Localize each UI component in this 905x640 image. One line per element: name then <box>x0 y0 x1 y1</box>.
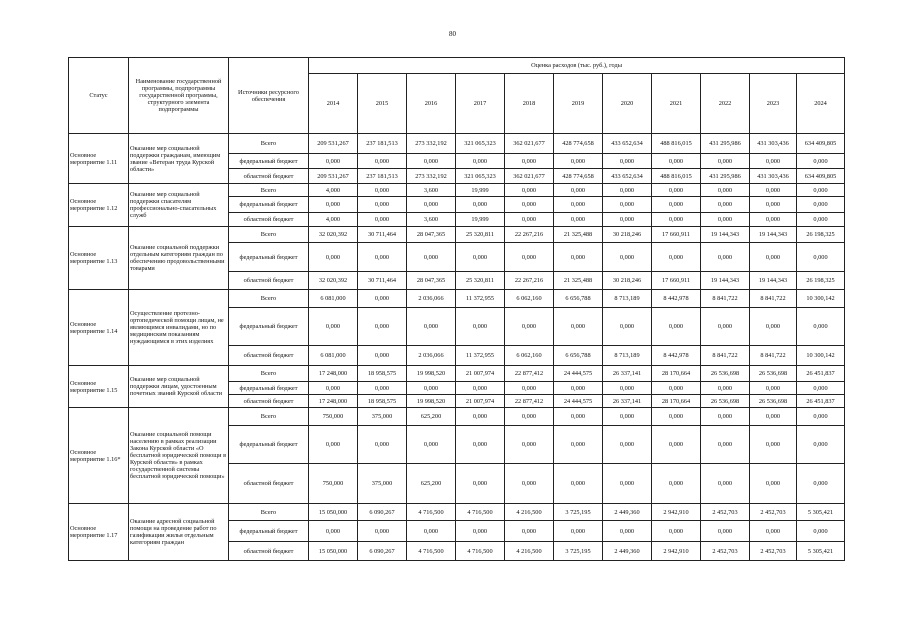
value-cell: 32 020,392 <box>309 227 358 243</box>
value-cell: 321 065,323 <box>456 169 505 184</box>
value-cell: 26 536,698 <box>750 395 797 408</box>
value-cell: 0,000 <box>797 197 845 213</box>
value-cell: 0,000 <box>750 382 797 395</box>
value-cell: 8 841,722 <box>750 290 797 308</box>
value-cell: 21 007,974 <box>456 395 505 408</box>
value-cell: 237 181,513 <box>358 169 407 184</box>
value-cell: 0,000 <box>505 464 554 504</box>
value-cell: 0,000 <box>456 408 505 426</box>
value-cell: 11 372,955 <box>456 290 505 308</box>
name-cell: Оказание мер социальной поддержки гражданам, имеющим звание «Ветеран труда Курской области» <box>129 134 229 184</box>
value-cell: 0,000 <box>603 464 652 504</box>
value-cell: 0,000 <box>652 154 701 169</box>
value-cell: 6 090,267 <box>358 542 407 561</box>
value-cell: 0,000 <box>309 197 358 213</box>
source-cell: областной бюджет <box>229 346 309 366</box>
value-cell: 26 337,141 <box>603 395 652 408</box>
value-cell: 0,000 <box>456 382 505 395</box>
value-cell: 0,000 <box>750 213 797 227</box>
source-cell: федеральный бюджет <box>229 197 309 213</box>
value-cell: 0,000 <box>309 382 358 395</box>
value-cell: 32 020,392 <box>309 272 358 290</box>
value-cell: 0,000 <box>554 408 603 426</box>
value-cell: 19 144,343 <box>750 272 797 290</box>
value-cell: 0,000 <box>701 213 750 227</box>
value-cell: 0,000 <box>797 426 845 464</box>
value-cell: 0,000 <box>358 154 407 169</box>
value-cell: 17 248,000 <box>309 395 358 408</box>
value-cell: 26 337,141 <box>603 366 652 382</box>
status-cell: Основное мероприятие 1.13 <box>69 227 129 290</box>
value-cell: 0,000 <box>358 290 407 308</box>
value-cell: 0,000 <box>407 243 456 272</box>
value-cell: 26 536,698 <box>701 366 750 382</box>
value-cell: 209 531,267 <box>309 169 358 184</box>
value-cell: 24 444,575 <box>554 366 603 382</box>
value-cell: 0,000 <box>797 521 845 542</box>
value-cell: 0,000 <box>456 426 505 464</box>
name-cell: Оказание мер социальной поддержки спасателям профессионально-спасательных служб <box>129 184 229 227</box>
value-cell: 0,000 <box>797 408 845 426</box>
value-cell: 0,000 <box>554 521 603 542</box>
table-row <box>69 408 845 426</box>
header-year: 2016 <box>407 74 456 134</box>
value-cell: 273 332,192 <box>407 169 456 184</box>
value-cell: 0,000 <box>603 408 652 426</box>
value-cell: 26 451,837 <box>797 395 845 408</box>
source-cell: Всего <box>229 134 309 154</box>
value-cell: 0,000 <box>750 521 797 542</box>
table-row <box>69 134 845 154</box>
header-year: 2022 <box>701 74 750 134</box>
value-cell: 625,200 <box>407 408 456 426</box>
source-cell: областной бюджет <box>229 213 309 227</box>
value-cell: 431 295,986 <box>701 169 750 184</box>
value-cell: 19 998,520 <box>407 366 456 382</box>
source-cell: федеральный бюджет <box>229 521 309 542</box>
source-cell: областной бюджет <box>229 395 309 408</box>
value-cell: 26 536,698 <box>750 366 797 382</box>
status-cell: Основное мероприятие 1.11 <box>69 134 129 184</box>
value-cell: 26 536,698 <box>701 395 750 408</box>
value-cell: 2 942,910 <box>652 504 701 521</box>
value-cell: 8 713,189 <box>603 346 652 366</box>
value-cell: 0,000 <box>358 382 407 395</box>
value-cell: 5 305,421 <box>797 542 845 561</box>
value-cell: 8 841,722 <box>701 290 750 308</box>
value-cell: 0,000 <box>652 184 701 197</box>
value-cell: 6 656,788 <box>554 346 603 366</box>
value-cell: 0,000 <box>505 154 554 169</box>
value-cell: 0,000 <box>603 243 652 272</box>
value-cell: 18 958,575 <box>358 366 407 382</box>
value-cell: 6 062,160 <box>505 346 554 366</box>
name-cell: Оказание социальной помощи населению в рамках реализации Закона Курской области «О бесплатной юридической помощи в Курской области» в рамках государственной системы бесплатной юридической помощи» <box>129 408 229 504</box>
table-row <box>69 184 845 197</box>
value-cell: 0,000 <box>750 243 797 272</box>
source-cell: Всего <box>229 408 309 426</box>
table-row <box>69 290 845 308</box>
value-cell: 8 841,722 <box>750 346 797 366</box>
table-row <box>69 227 845 243</box>
value-cell: 0,000 <box>701 154 750 169</box>
header-source: Источники ресурсного обеспечения <box>229 58 309 134</box>
value-cell: 0,000 <box>797 382 845 395</box>
value-cell: 10 300,142 <box>797 290 845 308</box>
source-cell: областной бюджет <box>229 272 309 290</box>
source-cell: Всего <box>229 184 309 197</box>
value-cell: 0,000 <box>750 184 797 197</box>
value-cell: 26 198,325 <box>797 272 845 290</box>
value-cell: 209 531,267 <box>309 134 358 154</box>
value-cell: 0,000 <box>554 184 603 197</box>
name-cell: Оказание мер социальной поддержки лицам, удостоенным почетных званий Курской области <box>129 366 229 408</box>
value-cell: 0,000 <box>750 426 797 464</box>
value-cell: 0,000 <box>309 243 358 272</box>
name-cell: Оказание социальной поддержки отдельным категориям граждан по обеспечению продовольственными товарами <box>129 227 229 290</box>
value-cell: 2 449,360 <box>603 504 652 521</box>
value-cell: 0,000 <box>652 382 701 395</box>
value-cell: 431 295,986 <box>701 134 750 154</box>
value-cell: 362 021,677 <box>505 169 554 184</box>
value-cell: 273 332,192 <box>407 134 456 154</box>
value-cell: 0,000 <box>797 308 845 346</box>
page-number: 80 <box>449 30 456 38</box>
value-cell: 0,000 <box>505 521 554 542</box>
value-cell: 24 444,575 <box>554 395 603 408</box>
value-cell: 0,000 <box>750 408 797 426</box>
value-cell: 0,000 <box>358 521 407 542</box>
source-cell: областной бюджет <box>229 542 309 561</box>
value-cell: 0,000 <box>701 382 750 395</box>
source-cell: федеральный бюджет <box>229 154 309 169</box>
value-cell: 0,000 <box>554 464 603 504</box>
value-cell: 0,000 <box>603 382 652 395</box>
value-cell: 0,000 <box>652 464 701 504</box>
value-cell: 25 320,811 <box>456 272 505 290</box>
value-cell: 2 452,703 <box>750 542 797 561</box>
value-cell: 2 452,703 <box>750 504 797 521</box>
value-cell: 0,000 <box>358 426 407 464</box>
value-cell: 22 267,216 <box>505 227 554 243</box>
value-cell: 15 050,000 <box>309 504 358 521</box>
source-cell: областной бюджет <box>229 169 309 184</box>
value-cell: 26 451,837 <box>797 366 845 382</box>
value-cell: 0,000 <box>505 408 554 426</box>
value-cell: 0,000 <box>358 308 407 346</box>
value-cell: 0,000 <box>603 308 652 346</box>
value-cell: 321 065,323 <box>456 134 505 154</box>
value-cell: 0,000 <box>750 197 797 213</box>
header-year: 2015 <box>358 74 407 134</box>
value-cell: 8 841,722 <box>701 346 750 366</box>
value-cell: 433 652,634 <box>603 169 652 184</box>
value-cell: 21 325,488 <box>554 227 603 243</box>
value-cell: 0,000 <box>701 197 750 213</box>
value-cell: 6 090,267 <box>358 504 407 521</box>
value-cell: 0,000 <box>407 521 456 542</box>
value-cell: 4,000 <box>309 213 358 227</box>
value-cell: 26 198,325 <box>797 227 845 243</box>
value-cell: 634 409,805 <box>797 134 845 154</box>
value-cell: 0,000 <box>456 308 505 346</box>
value-cell: 22 877,412 <box>505 395 554 408</box>
source-cell: областной бюджет <box>229 464 309 504</box>
value-cell: 0,000 <box>309 154 358 169</box>
value-cell: 15 050,000 <box>309 542 358 561</box>
value-cell: 28 170,664 <box>652 366 701 382</box>
value-cell: 0,000 <box>652 408 701 426</box>
header-name: Наименование государственной программы, подпрограммы государственной программы, структурного элемента подпрограммы <box>129 58 229 134</box>
value-cell: 428 774,658 <box>554 134 603 154</box>
value-cell: 8 713,189 <box>603 290 652 308</box>
value-cell: 2 942,910 <box>652 542 701 561</box>
value-cell: 11 372,955 <box>456 346 505 366</box>
value-cell: 431 303,436 <box>750 169 797 184</box>
value-cell: 19 144,343 <box>750 227 797 243</box>
value-cell: 2 449,360 <box>603 542 652 561</box>
value-cell: 0,000 <box>652 521 701 542</box>
source-cell: Всего <box>229 290 309 308</box>
value-cell: 433 652,634 <box>603 134 652 154</box>
value-cell: 28 170,664 <box>652 395 701 408</box>
value-cell: 0,000 <box>554 197 603 213</box>
value-cell: 4,000 <box>309 184 358 197</box>
value-cell: 0,000 <box>750 464 797 504</box>
value-cell: 18 958,575 <box>358 395 407 408</box>
value-cell: 0,000 <box>358 213 407 227</box>
value-cell: 3 725,195 <box>554 504 603 521</box>
status-cell: Основное мероприятие 1.14 <box>69 290 129 366</box>
header-status: Статус <box>69 58 129 134</box>
value-cell: 19 144,343 <box>701 272 750 290</box>
value-cell: 19,999 <box>456 213 505 227</box>
value-cell: 0,000 <box>309 521 358 542</box>
value-cell: 30 218,246 <box>603 272 652 290</box>
value-cell: 0,000 <box>358 184 407 197</box>
source-cell: федеральный бюджет <box>229 308 309 346</box>
value-cell: 30 218,246 <box>603 227 652 243</box>
value-cell: 22 877,412 <box>505 366 554 382</box>
value-cell: 0,000 <box>456 521 505 542</box>
value-cell: 0,000 <box>603 521 652 542</box>
header-year: 2021 <box>652 74 701 134</box>
header-year: 2019 <box>554 74 603 134</box>
value-cell: 6 656,788 <box>554 290 603 308</box>
name-cell: Осуществление протезно-ортопедической помощи лицам, не являющимся инвалидами, но по медицинским показаниям нуждающимся в этих изделиях <box>129 290 229 366</box>
value-cell: 0,000 <box>797 213 845 227</box>
value-cell: 28 047,365 <box>407 227 456 243</box>
value-cell: 21 007,974 <box>456 366 505 382</box>
value-cell: 0,000 <box>652 213 701 227</box>
value-cell: 17 660,911 <box>652 272 701 290</box>
name-cell: Оказание адресной социальной помощи на проведение работ по газификации жилья отдельным категориям граждан <box>129 504 229 561</box>
value-cell: 0,000 <box>505 243 554 272</box>
value-cell: 8 442,978 <box>652 346 701 366</box>
value-cell: 0,000 <box>505 308 554 346</box>
value-cell: 0,000 <box>358 197 407 213</box>
value-cell: 0,000 <box>505 197 554 213</box>
header-year: 2020 <box>603 74 652 134</box>
value-cell: 2 452,703 <box>701 542 750 561</box>
value-cell: 0,000 <box>701 243 750 272</box>
value-cell: 6 081,000 <box>309 290 358 308</box>
value-cell: 6 062,160 <box>505 290 554 308</box>
value-cell: 0,000 <box>456 154 505 169</box>
value-cell: 750,000 <box>309 464 358 504</box>
header-year: 2014 <box>309 74 358 134</box>
value-cell: 375,000 <box>358 408 407 426</box>
table-row <box>69 366 845 382</box>
value-cell: 237 181,513 <box>358 134 407 154</box>
status-cell: Основное мероприятие 1.17 <box>69 504 129 561</box>
value-cell: 0,000 <box>603 197 652 213</box>
source-cell: Всего <box>229 366 309 382</box>
value-cell: 5 305,421 <box>797 504 845 521</box>
source-cell: Всего <box>229 504 309 521</box>
value-cell: 4 216,500 <box>505 542 554 561</box>
value-cell: 431 303,436 <box>750 134 797 154</box>
value-cell: 0,000 <box>554 243 603 272</box>
header-year: 2018 <box>505 74 554 134</box>
value-cell: 0,000 <box>505 382 554 395</box>
value-cell: 625,200 <box>407 464 456 504</box>
value-cell: 30 711,464 <box>358 272 407 290</box>
value-cell: 0,000 <box>309 426 358 464</box>
value-cell: 30 711,464 <box>358 227 407 243</box>
value-cell: 0,000 <box>652 426 701 464</box>
value-cell: 21 325,488 <box>554 272 603 290</box>
value-cell: 0,000 <box>652 308 701 346</box>
value-cell: 0,000 <box>701 521 750 542</box>
header-estimate: Оценка расходов (тыс. руб.), годы <box>309 58 845 74</box>
value-cell: 0,000 <box>554 213 603 227</box>
value-cell: 0,000 <box>407 154 456 169</box>
value-cell: 0,000 <box>750 154 797 169</box>
value-cell: 0,000 <box>554 308 603 346</box>
value-cell: 3 725,195 <box>554 542 603 561</box>
status-cell: Основное мероприятие 1.16* <box>69 408 129 504</box>
value-cell: 0,000 <box>750 308 797 346</box>
value-cell: 0,000 <box>407 426 456 464</box>
value-cell: 2 036,066 <box>407 290 456 308</box>
value-cell: 19,999 <box>456 184 505 197</box>
value-cell: 3,600 <box>407 213 456 227</box>
value-cell: 17 660,911 <box>652 227 701 243</box>
source-cell: Всего <box>229 227 309 243</box>
value-cell: 0,000 <box>505 426 554 464</box>
value-cell: 2 452,703 <box>701 504 750 521</box>
value-cell: 0,000 <box>701 426 750 464</box>
value-cell: 8 442,978 <box>652 290 701 308</box>
value-cell: 3,600 <box>407 184 456 197</box>
value-cell: 0,000 <box>554 154 603 169</box>
value-cell: 0,000 <box>456 197 505 213</box>
table-row <box>69 504 845 521</box>
value-cell: 0,000 <box>603 184 652 197</box>
value-cell: 428 774,658 <box>554 169 603 184</box>
value-cell: 488 816,015 <box>652 134 701 154</box>
value-cell: 4 716,500 <box>407 542 456 561</box>
value-cell: 0,000 <box>603 154 652 169</box>
value-cell: 0,000 <box>456 243 505 272</box>
value-cell: 0,000 <box>309 308 358 346</box>
value-cell: 28 047,365 <box>407 272 456 290</box>
value-cell: 0,000 <box>554 382 603 395</box>
value-cell: 4 716,500 <box>456 504 505 521</box>
status-cell: Основное мероприятие 1.12 <box>69 184 129 227</box>
value-cell: 0,000 <box>358 346 407 366</box>
status-cell: Основное мероприятие 1.15 <box>69 366 129 408</box>
value-cell: 0,000 <box>701 184 750 197</box>
value-cell: 362 021,677 <box>505 134 554 154</box>
value-cell: 0,000 <box>603 426 652 464</box>
value-cell: 0,000 <box>358 243 407 272</box>
value-cell: 0,000 <box>407 197 456 213</box>
value-cell: 0,000 <box>652 197 701 213</box>
value-cell: 634 409,805 <box>797 169 845 184</box>
budget-table <box>68 57 845 561</box>
value-cell: 0,000 <box>701 464 750 504</box>
value-cell: 4 216,500 <box>505 504 554 521</box>
value-cell: 0,000 <box>407 382 456 395</box>
header-year: 2017 <box>456 74 505 134</box>
value-cell: 0,000 <box>652 243 701 272</box>
source-cell: федеральный бюджет <box>229 382 309 395</box>
header-year: 2024 <box>797 74 845 134</box>
value-cell: 488 816,015 <box>652 169 701 184</box>
source-cell: федеральный бюджет <box>229 426 309 464</box>
value-cell: 0,000 <box>797 154 845 169</box>
value-cell: 0,000 <box>407 308 456 346</box>
value-cell: 0,000 <box>505 213 554 227</box>
header-year: 2023 <box>750 74 797 134</box>
value-cell: 22 267,216 <box>505 272 554 290</box>
value-cell: 0,000 <box>701 408 750 426</box>
value-cell: 0,000 <box>505 184 554 197</box>
value-cell: 0,000 <box>456 464 505 504</box>
value-cell: 19 998,520 <box>407 395 456 408</box>
value-cell: 4 716,500 <box>456 542 505 561</box>
source-cell: федеральный бюджет <box>229 243 309 272</box>
value-cell: 25 320,811 <box>456 227 505 243</box>
value-cell: 17 248,000 <box>309 366 358 382</box>
value-cell: 6 081,000 <box>309 346 358 366</box>
value-cell: 0,000 <box>603 213 652 227</box>
value-cell: 2 036,066 <box>407 346 456 366</box>
value-cell: 0,000 <box>797 464 845 504</box>
value-cell: 10 300,142 <box>797 346 845 366</box>
value-cell: 0,000 <box>701 308 750 346</box>
value-cell: 19 144,343 <box>701 227 750 243</box>
value-cell: 4 716,500 <box>407 504 456 521</box>
value-cell: 0,000 <box>797 243 845 272</box>
value-cell: 750,000 <box>309 408 358 426</box>
value-cell: 0,000 <box>554 426 603 464</box>
value-cell: 0,000 <box>797 184 845 197</box>
value-cell: 375,000 <box>358 464 407 504</box>
